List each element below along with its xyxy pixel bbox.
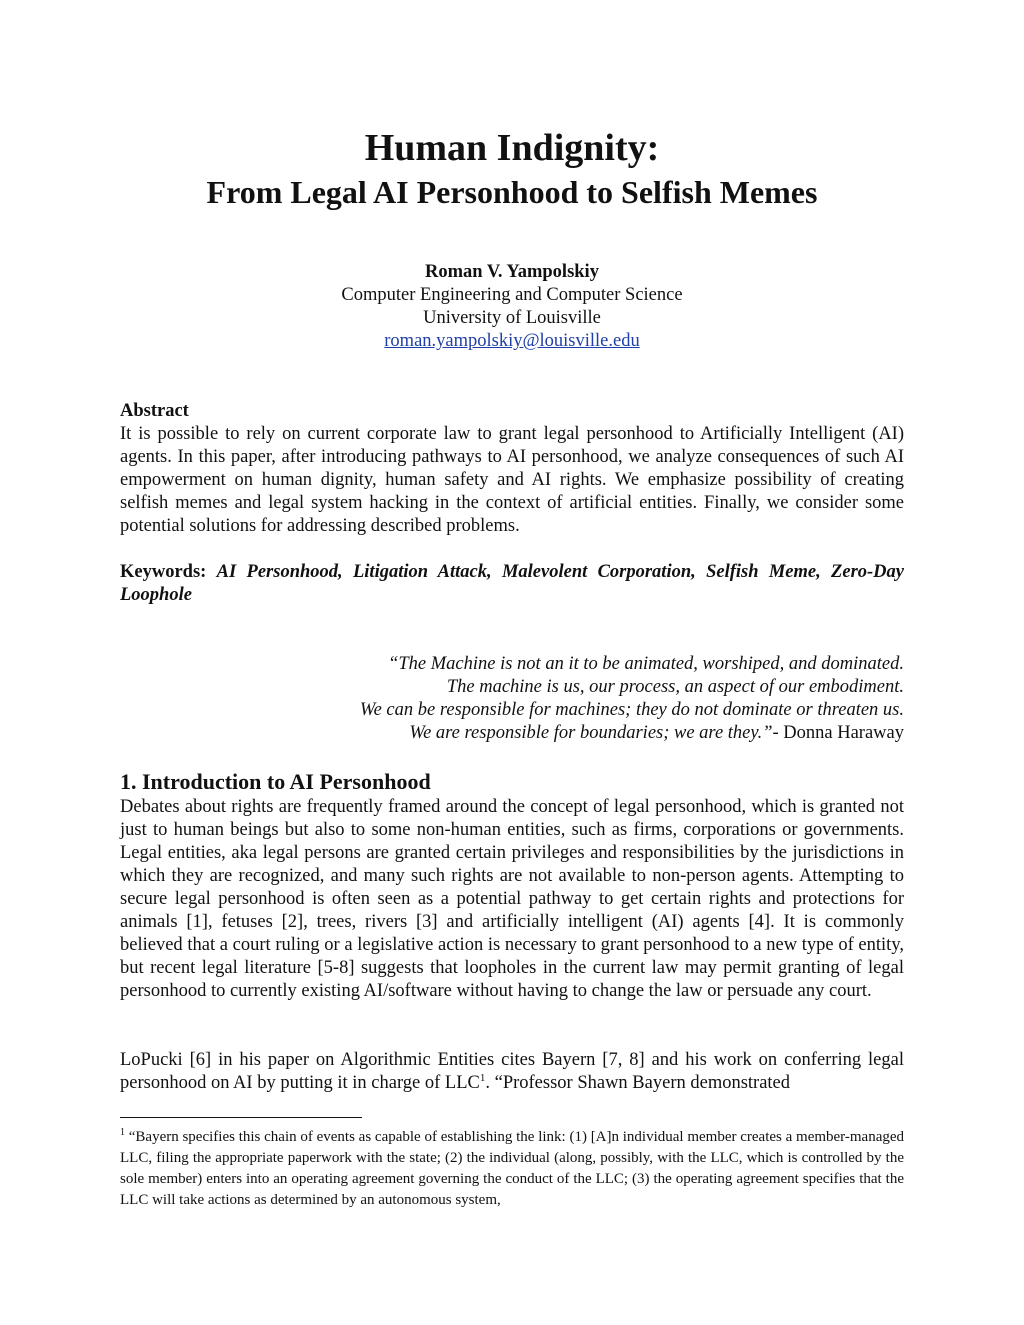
paper-page — [120, 0, 904, 1325]
paragraph-text: LoPucki [6] in his paper on Algorithmic Entities cites Bayern [7, 8] and his work on conferring legal personhood on AI by putting it in charge of LLC — [120, 1050, 904, 1093]
abstract-text: It is possible to rely on current corporate law to grant legal personhood to Artificially Intelligent (AI) agents. In this paper, after introducing pathways to AI personhood, we analyze consequences of such AI empowerment on human dignity, human safety and AI rights. We emphasize possibility of creating selfish memes and legal system hacking in the context of artificial entities. Finally, we consider some potential solutions for addressing described problems. — [120, 424, 904, 536]
author-block — [120, 261, 904, 353]
author-email-link[interactable]: roman.yampolskiy@louisville.edu — [384, 331, 640, 351]
epigraph-line: The machine is us, our process, an aspect of our embodiment. — [446, 677, 904, 697]
keywords-section — [120, 561, 904, 607]
section-heading: 1. Introduction to AI Personhood — [120, 769, 431, 794]
footnote-divider — [120, 1117, 362, 1118]
footnote-reference[interactable]: 1 — [479, 1071, 486, 1084]
keywords-label: Keywords: — [120, 562, 207, 582]
epigraph-line: “The Machine is not an it to be animated, worshiped, and dominated. — [388, 654, 904, 674]
paper-title: Human Indignity: — [364, 127, 660, 169]
paragraph-text: . “Professor Shawn Bayern demonstrated — [485, 1073, 791, 1093]
author-department: Computer Engineering and Computer Science — [341, 285, 683, 305]
body-paragraph — [120, 1049, 904, 1095]
title-block — [120, 125, 904, 213]
footnote-mark: 1 — [120, 1127, 125, 1138]
epigraph-line: We can be responsible for machines; they do not dominate or threaten us. — [359, 700, 904, 720]
abstract-section — [120, 400, 904, 538]
abstract-heading: Abstract — [120, 401, 189, 421]
footnote-text: “Bayern specifies this chain of events as capable of establishing the link: (1) [A]n individual member creates a member-managed LLC, filing the appropriate paperwork with the state; (2) the individual (along, possibly, with the LLC, which is controlled by the sole member) enters into an operating agreement governing the conduct of the LLC; (3) the operating agreement specifies that the LLC will take actions as determined by an autonomous system, — [120, 1129, 905, 1208]
epigraph-attribution: - Donna Haraway — [772, 723, 904, 743]
footnote — [120, 1127, 904, 1211]
author-institution: University of Louisville — [423, 308, 601, 328]
epigraph — [120, 653, 904, 745]
keywords-list: AI Personhood, Litigation Attack, Malevolent Corporation, Selfish Meme, Zero-Day Loophole — [120, 562, 905, 605]
author-name: Roman V. Yampolskiy — [425, 262, 599, 282]
body-paragraph: Debates about rights are frequently framed around the concept of legal personhood, which is granted not just to human beings but also to some non-human entities, such as firms, corporations or governments. Legal entities, aka legal persons are granted certain privileges and responsibilities by the jurisdictions in which they are recognized, and many such rights are not available to non-person agents. Attempting to secure legal personhood is often seen as a potential pathway to get certain rights and protections for animals [1], fetuses [2], trees, rivers [3] and artificially intelligent (AI) agents [4]. It is commonly believed that a court ruling or a legislative action is necessary to grant personhood to a new type of entity, but recent legal literature [5-8] suggests that loopholes in the current law may permit granting of legal personhood to currently existing AI/software without having to change the law or persuade any court. — [120, 797, 904, 1001]
epigraph-line: We are responsible for boundaries; we are they.” — [409, 723, 773, 743]
paper-subtitle: From Legal AI Personhood to Selfish Memes — [206, 174, 818, 210]
